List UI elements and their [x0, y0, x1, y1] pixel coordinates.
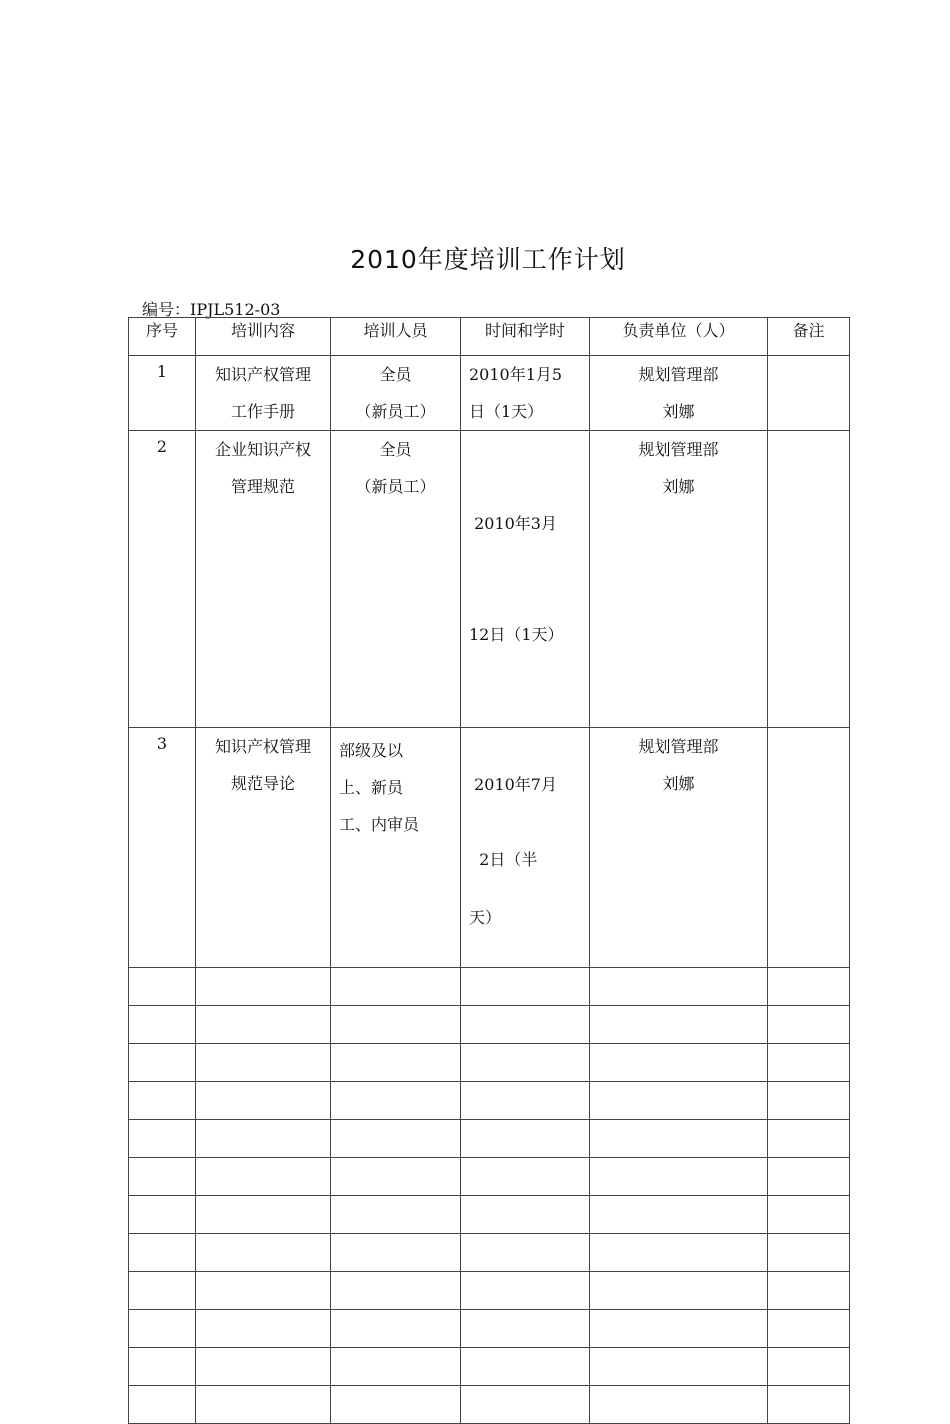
empty-table-row	[129, 1347, 850, 1385]
empty-cell	[461, 1385, 590, 1423]
empty-cell	[768, 1309, 850, 1347]
empty-cell	[590, 1385, 768, 1423]
time-line: 12日（1天）	[469, 625, 564, 644]
empty-cell	[129, 1195, 196, 1233]
empty-cell	[331, 1005, 461, 1043]
empty-cell	[196, 1043, 331, 1081]
responsible-dept	[590, 356, 768, 431]
empty-cell	[331, 1271, 461, 1309]
empty-cell	[590, 1081, 768, 1119]
header-cell: 培训人员	[331, 318, 461, 356]
empty-cell	[768, 1195, 850, 1233]
empty-cell	[129, 1271, 196, 1309]
empty-cell	[129, 1081, 196, 1119]
people-line: 工、内审员	[339, 815, 420, 834]
empty-cell	[461, 1309, 590, 1347]
empty-cell	[331, 1233, 461, 1271]
empty-cell	[196, 967, 331, 1005]
empty-table-row	[129, 1271, 850, 1309]
content-line: 管理规范	[230, 477, 295, 496]
empty-cell	[196, 1081, 331, 1119]
content-line: 知识产权管理	[214, 365, 311, 384]
empty-cell	[590, 1271, 768, 1309]
training-time	[461, 356, 590, 431]
empty-cell	[768, 1233, 850, 1271]
responsible-dept	[590, 728, 768, 968]
empty-cell	[461, 1347, 590, 1385]
empty-table-row	[129, 967, 850, 1005]
people-line: 全员	[379, 365, 412, 384]
empty-cell	[331, 1385, 461, 1423]
remarks	[768, 431, 850, 728]
empty-cell	[129, 1347, 196, 1385]
empty-table-row	[129, 1385, 850, 1423]
remarks	[768, 728, 850, 968]
empty-cell	[768, 1157, 850, 1195]
empty-table-row	[129, 1157, 850, 1195]
empty-cell	[129, 1157, 196, 1195]
empty-cell	[331, 1119, 461, 1157]
content-line: 知识产权管理	[214, 737, 311, 756]
time-line: 天）	[469, 908, 502, 927]
empty-cell	[590, 1157, 768, 1195]
training-content	[196, 356, 331, 431]
dept-line: 规划管理部	[638, 365, 719, 384]
empty-cell	[590, 1233, 768, 1271]
responsible-dept	[590, 431, 768, 728]
empty-cell	[461, 967, 590, 1005]
time-line: 2010年3月	[469, 514, 557, 533]
remarks	[768, 356, 850, 431]
empty-cell	[768, 1043, 850, 1081]
table-row	[129, 356, 850, 431]
empty-table-row	[129, 1195, 850, 1233]
header-cell: 培训内容	[196, 318, 331, 356]
dept-line: 规划管理部	[638, 737, 719, 756]
training-time	[461, 728, 590, 968]
people-line: 部级及以	[339, 741, 404, 760]
empty-cell	[129, 1233, 196, 1271]
time-line: 2010年7月	[469, 775, 557, 794]
empty-table-row	[129, 1081, 850, 1119]
empty-cell	[768, 1005, 850, 1043]
document-title: 2010年度培训工作计划	[350, 245, 626, 274]
empty-cell	[129, 1005, 196, 1043]
empty-cell	[196, 1385, 331, 1423]
dept-line: 刘娜	[662, 477, 695, 496]
document-code: 编号：IPJL512-03	[142, 300, 281, 319]
empty-cell	[196, 1119, 331, 1157]
empty-cell	[461, 1005, 590, 1043]
empty-cell	[129, 1119, 196, 1157]
empty-table-row	[129, 1309, 850, 1347]
training-content	[196, 431, 331, 728]
people-line: 全员	[379, 440, 412, 459]
empty-table-row	[129, 1119, 850, 1157]
empty-cell	[196, 1195, 331, 1233]
time-line: 2010年1月5	[469, 365, 563, 384]
training-people	[331, 356, 461, 431]
people-line: （新员工）	[355, 402, 436, 421]
empty-cell	[196, 1005, 331, 1043]
dept-line: 刘娜	[662, 402, 695, 421]
empty-cell	[590, 1195, 768, 1233]
empty-cell	[331, 1309, 461, 1347]
empty-cell	[331, 1195, 461, 1233]
dept-line: 规划管理部	[638, 440, 719, 459]
header-cell: 时间和学时	[461, 318, 590, 356]
empty-cell	[331, 1347, 461, 1385]
empty-cell	[331, 967, 461, 1005]
empty-cell	[331, 1081, 461, 1119]
empty-cell	[461, 1233, 590, 1271]
empty-cell	[129, 1385, 196, 1423]
empty-table-row	[129, 1233, 850, 1271]
empty-cell	[461, 1081, 590, 1119]
content-line: 规范导论	[230, 774, 295, 793]
header-cell: 序号	[129, 318, 196, 356]
empty-cell	[196, 1157, 331, 1195]
time-line: 日（1天）	[469, 402, 544, 421]
empty-cell	[331, 1043, 461, 1081]
empty-cell	[768, 1081, 850, 1119]
empty-cell	[461, 1195, 590, 1233]
row-number: 3	[129, 728, 196, 968]
empty-cell	[768, 1385, 850, 1423]
empty-cell	[129, 1309, 196, 1347]
table-header-row	[129, 318, 850, 356]
empty-cell	[590, 1119, 768, 1157]
header-cell: 负责单位（人）	[590, 318, 768, 356]
people-line: 上、新员	[339, 778, 404, 797]
empty-cell	[590, 1043, 768, 1081]
empty-cell	[129, 967, 196, 1005]
empty-cell	[590, 967, 768, 1005]
empty-cell	[768, 967, 850, 1005]
empty-cell	[129, 1043, 196, 1081]
time-line: 2日（半	[469, 850, 538, 869]
empty-cell	[768, 1119, 850, 1157]
empty-cell	[331, 1157, 461, 1195]
empty-cell	[590, 1309, 768, 1347]
row-number: 1	[129, 356, 196, 431]
empty-cell	[590, 1347, 768, 1385]
empty-cell	[590, 1005, 768, 1043]
empty-cell	[196, 1309, 331, 1347]
empty-cell	[768, 1347, 850, 1385]
empty-cell	[196, 1271, 331, 1309]
people-line: （新员工）	[355, 477, 436, 496]
table-row	[129, 728, 850, 968]
empty-table-row	[129, 1005, 850, 1043]
training-content	[196, 728, 331, 968]
training-people	[331, 728, 461, 968]
empty-table-row	[129, 1043, 850, 1081]
empty-cell	[461, 1119, 590, 1157]
empty-cell	[461, 1043, 590, 1081]
row-number: 2	[129, 431, 196, 728]
content-line: 企业知识产权	[214, 440, 311, 459]
training-time	[461, 431, 590, 728]
dept-line: 刘娜	[662, 774, 695, 793]
header-cell: 备注	[768, 318, 850, 356]
training-people	[331, 431, 461, 728]
empty-cell	[196, 1347, 331, 1385]
table-row	[129, 431, 850, 728]
empty-cell	[768, 1271, 850, 1309]
content-line: 工作手册	[230, 402, 295, 421]
empty-cell	[196, 1233, 331, 1271]
empty-cell	[461, 1157, 590, 1195]
training-plan-table	[128, 317, 850, 1424]
empty-cell	[461, 1271, 590, 1309]
